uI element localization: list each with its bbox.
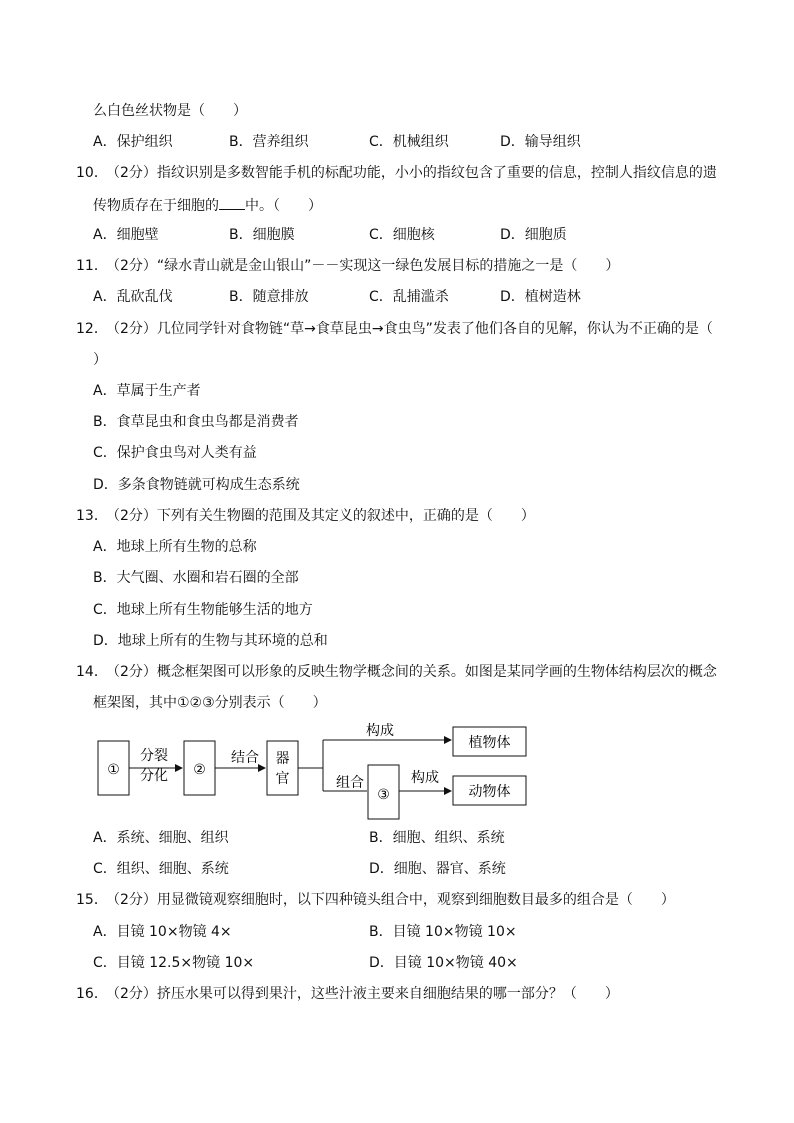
q14-stem-line2: 框架图，其中①②③分别表示（ ） [93, 695, 327, 711]
label-goucheng-top: 构成 [366, 723, 394, 739]
q12-option-d[interactable]: D．多条食物链就可构成生态系统 [93, 477, 300, 493]
q9-option-d[interactable]: D．输导组织 [500, 134, 581, 150]
q13-stem-line1: （2分）下列有关生物圈的范围及其定义的叙述中，正确的是（ ） [106, 508, 535, 524]
q15-option-d[interactable]: D．目镜 10×物镜 40× [369, 955, 518, 971]
label-jiehe: 结合 [231, 750, 259, 766]
q11-number: 11． [76, 258, 108, 274]
q15-option-b[interactable]: B．目镜 10×物镜 10× [369, 924, 517, 940]
q10-stem-line2: 传物质存在于细胞的 中。（ ） [93, 195, 322, 215]
box-animal-label: 动物体 [468, 784, 511, 800]
q10-option-d[interactable]: D．细胞质 [500, 227, 567, 243]
q9-option-c[interactable]: C．机械组织 [369, 134, 449, 150]
q9-option-b[interactable]: B．营养组织 [229, 134, 309, 150]
q13-option-c[interactable]: C．地球上所有生物能够生活的地方 [93, 602, 313, 618]
q14-option-b[interactable]: B．细胞、组织、系统 [369, 830, 505, 846]
q15-number: 15． [76, 892, 108, 908]
q11-option-d[interactable]: D．植树造林 [500, 289, 581, 305]
q10-answer-blank [219, 195, 245, 210]
q11-option-b[interactable]: B．随意排放 [229, 289, 309, 305]
label-fenhua: 分化 [140, 768, 168, 784]
box-1-label: ① [107, 762, 120, 778]
q13-number: 13． [76, 508, 108, 524]
q14-option-a[interactable]: A．系统、细胞、组织 [93, 830, 229, 846]
q15-option-c[interactable]: C．目镜 12.5×物镜 10× [93, 955, 255, 971]
q15-stem-line1: （2分）用显微镜观察细胞时，以下四种镜头组合中，观察到细胞数目最多的组合是（ ） [106, 892, 675, 908]
q12-number: 12． [76, 321, 108, 337]
label-zuhe: 组合 [336, 775, 364, 791]
q10-option-c[interactable]: C．细胞核 [369, 227, 435, 243]
q14-option-c[interactable]: C．组织、细胞、系统 [93, 861, 229, 877]
q10-option-a[interactable]: A．细胞壁 [93, 227, 159, 243]
q10-option-b[interactable]: B．细胞膜 [229, 227, 295, 243]
box-2-label: ② [193, 762, 206, 778]
q14-option-d[interactable]: D．细胞、器官、系统 [369, 861, 506, 877]
q10-number: 10． [76, 165, 108, 181]
q12-stem-line1: （2分）几位同学针对食物链“草→食草昆虫→食虫鸟”发表了他们各自的见解，你认为不正确的是（ [106, 321, 713, 337]
box-organ-label-1: 器 [275, 751, 290, 767]
label-goucheng-bottom: 构成 [411, 770, 439, 786]
q13-option-d[interactable]: D．地球上所有的生物与其环境的总和 [93, 633, 328, 649]
q15-option-a[interactable]: A．目镜 10×物镜 4× [93, 924, 232, 940]
q16-stem-line1: （2分）挤压水果可以得到果汁，这些汁液主要来自细胞结果的哪一部分？（ ） [106, 986, 619, 1002]
concept-diagram [0, 717, 794, 827]
label-fenlie: 分裂 [140, 748, 168, 764]
q14-number: 14． [76, 664, 108, 680]
box-plant-label: 植物体 [468, 735, 511, 751]
q16-number: 16． [76, 986, 108, 1002]
q12-option-b[interactable]: B．食草昆虫和食虫鸟都是消费者 [93, 414, 299, 430]
q12-option-c[interactable]: C．保护食虫鸟对人类有益 [93, 445, 257, 461]
q13-option-a[interactable]: A．地球上所有生物的总称 [93, 539, 257, 555]
q13-option-b[interactable]: B．大气圈、水圈和岩石圈的全部 [93, 570, 299, 586]
q10-stem-line1: （2分）指纹识别是多数智能手机的标配功能，小小的指纹包含了重要的信息，控制人指纹信息的遗 [106, 165, 717, 181]
q14-stem-line1: （2分）概念框架图可以形象的反映生物学概念间的关系。如图是某同学画的生物体结构层次的概念 [106, 664, 717, 680]
box-3-label: ③ [377, 787, 390, 803]
q9-stem-tail: 么白色丝状物是（ ） [93, 103, 247, 119]
box-organ-label-2: 官 [275, 771, 290, 787]
q11-option-c[interactable]: C．乱捕滥杀 [369, 289, 449, 305]
q11-option-a[interactable]: A．乱砍乱伐 [93, 289, 173, 305]
q9-option-a[interactable]: A．保护组织 [93, 134, 173, 150]
q12-stem-line2: ） [93, 352, 107, 368]
q11-stem-line1: （2分）“绿水青山就是金山银山”－－实现这一绿色发展目标的措施之一是（ ） [106, 258, 620, 274]
q12-option-a[interactable]: A．草属于生产者 [93, 383, 201, 399]
